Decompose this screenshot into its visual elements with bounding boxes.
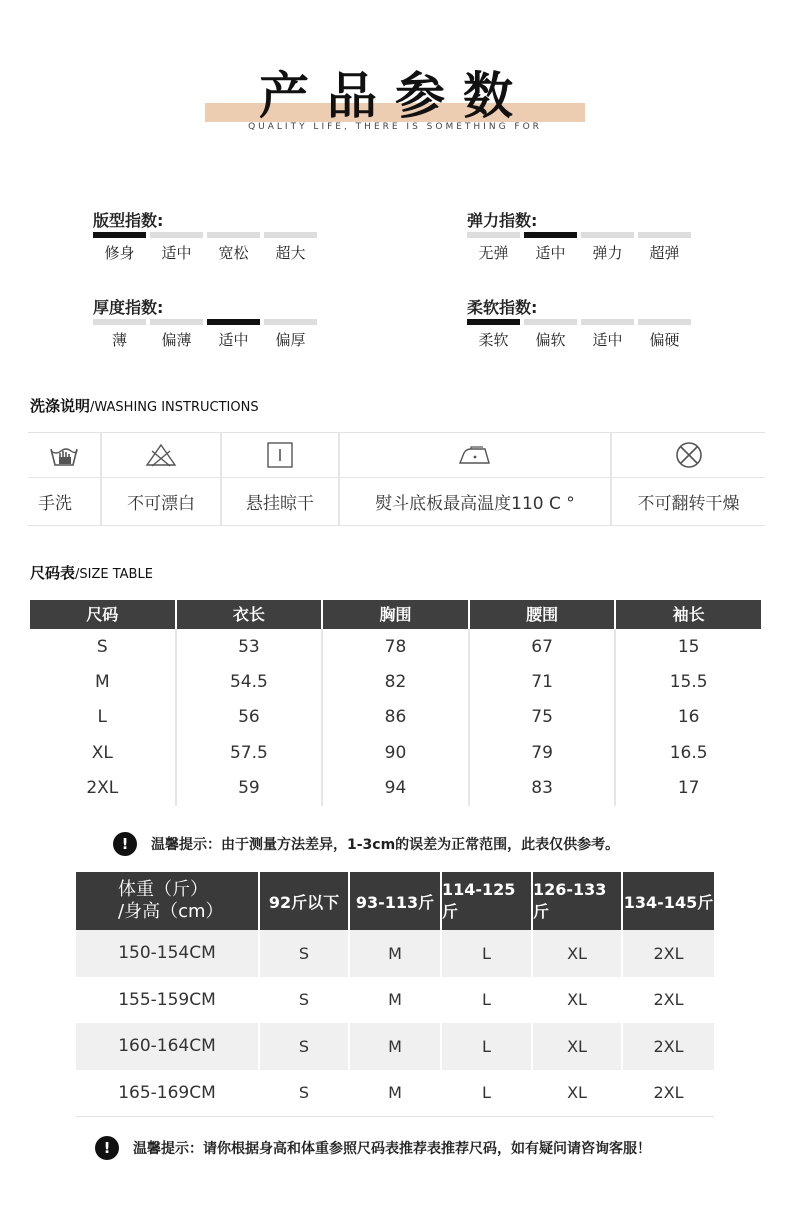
index-bar	[150, 319, 203, 325]
index-fit	[93, 208, 333, 263]
table-row	[76, 1023, 714, 1070]
index-label: 适中	[218, 331, 249, 349]
index-label: 宽松	[218, 244, 249, 262]
column-header: 腰围	[470, 600, 617, 629]
index-label: 超弹	[649, 244, 680, 262]
index-label: 柔软	[478, 331, 509, 349]
index-option	[93, 232, 146, 263]
table-row	[76, 977, 714, 1024]
column-header: 袖长	[672, 605, 705, 624]
column-header: 126-133斤	[533, 872, 623, 930]
index-bar	[581, 232, 634, 238]
weight-height-header	[76, 872, 714, 930]
table-cell: L	[442, 977, 533, 1024]
corner-header-line2: /身高（cm）	[118, 901, 224, 922]
index-bar	[467, 319, 520, 325]
index-bar	[467, 232, 520, 238]
index-bar	[264, 232, 317, 238]
table-cell: L	[442, 930, 533, 977]
row-header: 165-169CM	[76, 1070, 260, 1117]
table-cell: S	[260, 977, 350, 1024]
index-title: 弹力指数:	[467, 211, 538, 230]
row-header: 155-159CM	[76, 977, 260, 1024]
index-bar	[93, 232, 146, 238]
table-cell: 2XL	[623, 930, 714, 977]
index-bar	[93, 319, 146, 325]
exclamation-icon: !	[95, 1136, 119, 1160]
index-option	[524, 319, 577, 350]
table-cell: 59	[238, 778, 260, 799]
hand-wash-icon	[28, 433, 100, 478]
washing-label: 熨斗底板最高温度110 C °	[375, 494, 575, 515]
index-option	[467, 319, 520, 350]
index-bar	[524, 319, 577, 325]
index-bar	[150, 232, 203, 238]
index-option	[150, 319, 203, 350]
index-option	[467, 232, 520, 263]
column-header: 衣长	[177, 600, 324, 629]
table-cell: 75	[531, 707, 553, 728]
length-column	[177, 629, 324, 806]
note-text: 温馨提示：由于测量方法差异，1-3cm的误差为正常范围，此表仅供参考。	[151, 837, 620, 853]
iron-icon	[340, 433, 610, 478]
table-cell: 53	[238, 636, 260, 657]
size-column	[30, 629, 177, 806]
index-softness	[467, 295, 707, 350]
row-header: 150-154CM	[76, 930, 260, 977]
hang-dry-icon	[222, 433, 338, 478]
page-header	[0, 0, 790, 140]
recommendation-note	[95, 1136, 651, 1160]
index-bar	[638, 232, 691, 238]
index-option	[581, 232, 634, 263]
page-title: 产品参数	[259, 67, 531, 125]
table-cell: XL	[91, 742, 113, 763]
washing-label: 不可翻转干燥	[637, 494, 740, 515]
table-cell: 2XL	[86, 778, 119, 799]
index-label: 偏厚	[275, 331, 306, 349]
table-cell: 71	[531, 672, 553, 693]
index-label: 弹力	[592, 244, 623, 262]
washing-heading-cn: 洗涤说明	[30, 397, 91, 415]
index-label: 适中	[161, 244, 192, 262]
table-cell: 67	[531, 636, 553, 657]
washing-label: 悬挂晾干	[246, 494, 314, 515]
waist-column	[470, 629, 617, 806]
index-bar	[264, 319, 317, 325]
table-cell: 57.5	[229, 742, 268, 763]
size-table-body	[30, 629, 761, 806]
table-cell: 15.5	[669, 672, 708, 693]
table-row	[76, 930, 714, 977]
index-bar	[581, 319, 634, 325]
column-header: 尺码	[30, 600, 177, 629]
table-cell: 82	[384, 672, 407, 693]
size-table-heading	[30, 562, 153, 583]
no-bleach-icon	[102, 433, 220, 478]
index-label: 无弹	[478, 244, 509, 262]
size-table-header	[30, 600, 761, 629]
note-text: 温馨提示：请你根据身高和体重参照尺码表推荐表推荐尺码，如有疑问请咨询客服！	[133, 1141, 651, 1157]
table-cell: S	[260, 930, 350, 977]
no-tumble-dry-icon	[612, 433, 765, 478]
table-cell: 17	[677, 778, 700, 799]
index-option	[207, 319, 260, 350]
index-option	[264, 319, 317, 350]
table-cell: XL	[533, 1023, 623, 1070]
table-cell: 94	[384, 778, 407, 799]
table-cell: 83	[531, 778, 553, 799]
table-cell: 2XL	[653, 990, 684, 1010]
page-subtitle: QUALITY LIFE, THERE IS SOMETHING FOR	[248, 122, 542, 132]
column-header: 92斤以下	[260, 872, 350, 930]
table-row	[76, 1070, 714, 1117]
corner-header-line1: 体重（斤）	[118, 879, 208, 900]
column-header: 114-125斤	[442, 872, 533, 930]
washing-label: 不可漂白	[127, 494, 195, 515]
table-cell: M	[350, 1023, 442, 1070]
sleeve-column	[616, 629, 761, 806]
table-cell: XL	[533, 977, 623, 1024]
weight-height-table	[76, 872, 714, 1117]
washing-heading-en: /WASHING INSTRUCTIONS	[90, 400, 259, 415]
size-heading-cn: 尺码表	[30, 564, 76, 582]
table-cell: 15	[677, 636, 700, 657]
index-option	[638, 319, 691, 350]
corner-header	[76, 872, 260, 930]
table-cell: S	[260, 1023, 350, 1070]
washing-item	[340, 433, 612, 525]
chest-column	[323, 629, 470, 806]
table-cell: S	[96, 636, 108, 657]
table-cell: XL	[533, 930, 623, 977]
index-label: 偏硬	[649, 331, 680, 349]
washing-item	[612, 433, 765, 525]
index-bar	[638, 319, 691, 325]
index-title: 柔软指数:	[467, 298, 538, 317]
index-label: 薄	[111, 331, 127, 349]
index-label: 适中	[535, 244, 566, 262]
washing-item	[28, 433, 102, 525]
index-option	[93, 319, 146, 350]
washing-item	[102, 433, 222, 525]
row-header: 160-164CM	[76, 1023, 260, 1070]
table-cell: M	[94, 672, 110, 693]
index-bar	[207, 319, 260, 325]
washing-table	[28, 432, 765, 526]
index-label: 超大	[275, 244, 306, 262]
index-option	[524, 232, 577, 263]
column-header: 134-145斤	[623, 872, 714, 930]
column-header: 胸围	[323, 600, 470, 629]
table-cell: XL	[533, 1070, 623, 1117]
index-option	[207, 232, 260, 263]
index-option	[264, 232, 317, 263]
index-option	[150, 232, 203, 263]
table-cell: M	[350, 1070, 442, 1117]
table-cell: 90	[384, 742, 407, 763]
index-bar	[207, 232, 260, 238]
size-table	[30, 600, 761, 806]
index-thickness	[93, 295, 333, 350]
index-label: 偏薄	[161, 331, 192, 349]
index-label: 修身	[104, 244, 135, 262]
table-cell: L	[97, 707, 108, 728]
table-cell: 16.5	[669, 742, 708, 763]
measurement-note	[113, 832, 619, 856]
table-cell: 79	[531, 742, 553, 763]
table-cell: 86	[384, 707, 407, 728]
table-cell: 56	[238, 707, 260, 728]
washing-label: 手洗	[38, 494, 72, 515]
index-title: 厚度指数:	[93, 298, 164, 317]
table-cell: 78	[384, 636, 407, 657]
washing-item	[222, 433, 340, 525]
table-divider	[76, 1116, 714, 1117]
size-heading-en: /SIZE TABLE	[75, 567, 153, 582]
table-cell: S	[260, 1070, 350, 1117]
table-cell: L	[442, 1023, 533, 1070]
table-cell: 54.5	[229, 672, 268, 693]
index-option	[581, 319, 634, 350]
index-label: 偏软	[535, 331, 566, 349]
column-header: 93-113斤	[350, 872, 442, 930]
table-cell: 2XL	[623, 1023, 714, 1070]
index-elasticity	[467, 208, 707, 263]
index-title: 版型指数:	[93, 211, 164, 230]
index-option	[638, 232, 691, 263]
table-cell: L	[442, 1070, 533, 1117]
table-cell: 2XL	[653, 1083, 684, 1103]
exclamation-icon: !	[113, 832, 137, 856]
table-cell: M	[350, 977, 442, 1024]
index-label: 适中	[592, 331, 623, 349]
table-cell: M	[350, 930, 442, 977]
index-bar	[524, 232, 577, 238]
washing-heading	[30, 395, 259, 416]
table-cell: 16	[677, 707, 700, 728]
